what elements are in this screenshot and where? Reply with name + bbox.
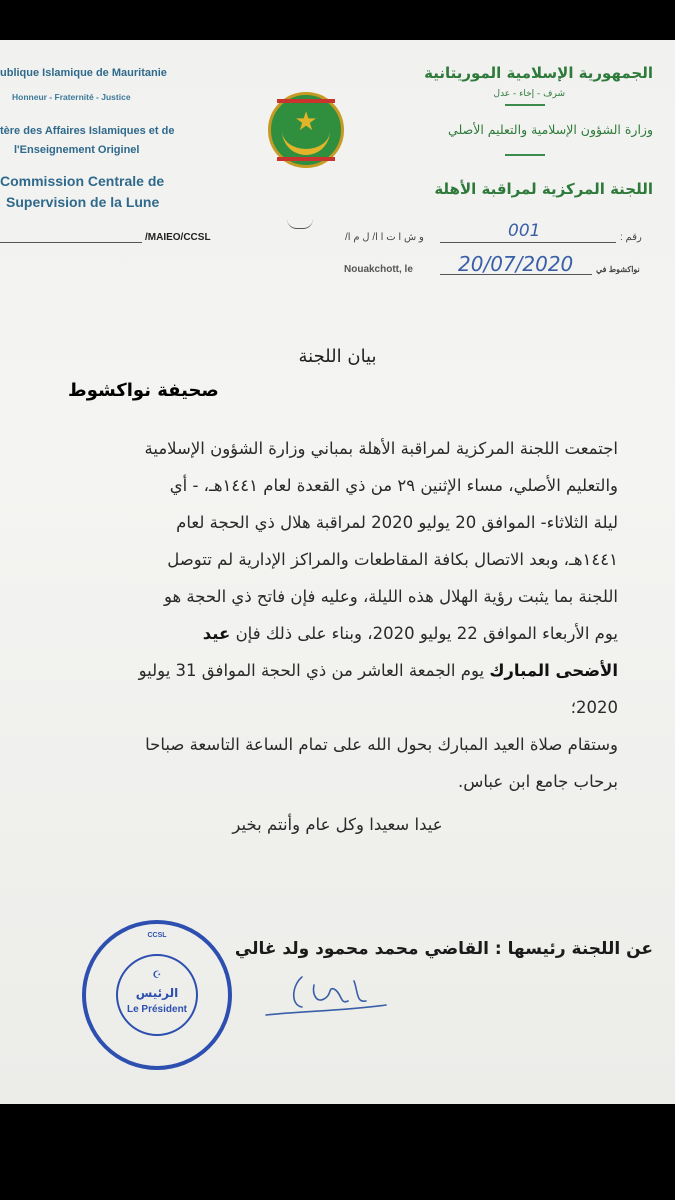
statement-body [18, 430, 618, 726]
ref-ar-suffix: /و ش ا ت ا ا/ ل م ا [345, 232, 424, 243]
header-ar-motto: شرف - إخاء - عدل [493, 89, 565, 99]
body-line-7-text: يوم الجمعة العاشر من ذي الحجة الموافق 31 يوليو [138, 661, 485, 680]
signature-line: عن اللجنة رئيسها : القاضي محمد محمود ولد غالي [234, 939, 653, 959]
header-ar-country: الجمهورية الإسلامية الموريتانية [424, 64, 653, 82]
body-line-3: ليلة الثلاثاء- الموافق 20 يوليو 2020 لمراقبة هلال ذي الحجة لعام [176, 513, 618, 532]
header-fr-country: ublique Islamique de Mauritanie [0, 67, 167, 79]
header-fr-motto: Honneur - Fraternité - Justice [12, 92, 131, 102]
body-line-8: 2020؛ [570, 698, 618, 717]
eid-wishes: عيدا سعيدا وكل عام وأنتم بخير [232, 815, 443, 834]
header-fr-ministry-2: l'Enseignement Originel [14, 144, 140, 156]
stamp-ring-text: CCSL [147, 932, 167, 939]
body-line-7 [18, 652, 618, 689]
stamp-center-ar: الرئيس [135, 986, 179, 1000]
ref-ar-line [440, 242, 616, 243]
header-ar-divider-2 [505, 154, 545, 156]
document-title: بيان اللجنة [298, 346, 377, 367]
header-fr-commission-1: Commission Centrale de [0, 173, 165, 189]
newspaper-watermark: صحيفة نواكشوط [68, 380, 219, 401]
header-ar-ministry: وزارة الشؤون الإسلامية والتعليم الأصلي [448, 122, 653, 137]
prayer-line-2: برحاب جامع ابن عباس. [457, 772, 618, 791]
handwritten-ref-number: 001 [508, 221, 541, 241]
body-line-2: والتعليم الأصلي، مساء الإثنين ٢٩ من ذي القعدة لعام ١٤٤١هـ، - أي [169, 476, 618, 495]
header-ar-divider-1 [505, 104, 545, 106]
date-ar-label: نواكشوط في [596, 265, 640, 274]
body-line-4: ١٤٤١هـ، وبعد الاتصال بكافة المقاطعات والمراكز الإدارية لم تتوصل [167, 550, 618, 569]
pen-mark-icon [287, 214, 313, 229]
body-line-5: اللجنة بما يثبت رؤية الهلال هذه الليلة، وعليه فإن فاتح ذي الحجة هو [163, 587, 618, 606]
handwritten-signature-icon [262, 965, 392, 1020]
ref-code: /MAIEO/CCSL [145, 232, 211, 243]
top-black-bar [0, 0, 675, 40]
header-fr-commission-2: Supervision de la Lune [6, 194, 160, 210]
body-line-1: اجتمعت اللجنة المركزية لمراقبة الأهلة بمباني وزارة الشؤون الإسلامية [144, 439, 618, 458]
place-date-label: Nouakchott, le [344, 264, 413, 275]
eid-bold-b: الأضحى المبارك [489, 661, 618, 680]
body-line-6 [18, 615, 618, 652]
stamp-moon-star-icon: ☪ [152, 970, 162, 981]
ref-ar-label: رقم : [620, 232, 642, 243]
body-line-6-text: يوم الأربعاء الموافق 22 يوليو 2020، وبناء على ذلك فإن [235, 624, 618, 643]
eid-bold-a: عيد [202, 624, 231, 643]
handwritten-date: 20/07/2020 [458, 252, 574, 276]
bottom-black-bar [0, 1104, 675, 1200]
ref-blank-line [0, 242, 142, 243]
national-emblem-icon: ★ [268, 92, 344, 168]
stamp-center-fr: Le Président [126, 1004, 188, 1015]
prayer-paragraph [18, 726, 618, 800]
header-fr-ministry-1: tère des Affaires Islamiques et de [0, 125, 175, 137]
header-ar-commission: اللجنة المركزية لمراقبة الأهلة [434, 180, 653, 198]
official-stamp-icon [82, 920, 232, 1070]
prayer-line-1: وستقام صلاة العيد المبارك بحول الله على تمام الساعة التاسعة صباحا [145, 735, 618, 754]
